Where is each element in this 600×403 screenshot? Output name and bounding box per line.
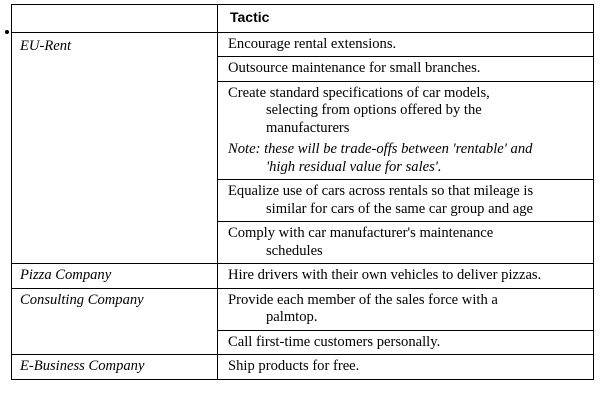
tactics-cell — [218, 264, 593, 288]
tactic-column-header: Tactic — [230, 9, 270, 25]
tactic-item — [218, 179, 593, 221]
group-label: Pizza Company — [12, 264, 218, 288]
bullet-marker — [5, 30, 9, 34]
group-label: EU-Rent — [12, 33, 218, 264]
tactic-text-line: manufacturers — [266, 119, 350, 136]
tactic-text-line: Equalize use of cars across rentals so that mileage is — [228, 183, 534, 199]
tactic-item — [218, 289, 593, 330]
tactic-text-line: schedules — [266, 242, 323, 259]
group-label: Consulting Company — [12, 289, 218, 355]
tactic-item — [218, 81, 593, 180]
tactic-text-line: Comply with car manufacturer's maintenance — [228, 225, 494, 241]
group-label: E-Business Company — [12, 355, 218, 379]
tactic-note-line: Note: these will be trade-offs between 'rentable' and — [228, 141, 533, 157]
tactic-item: Outsource maintenance for small branches. — [218, 56, 593, 81]
tactic-text-line: Provide each member of the sales force with a — [228, 291, 498, 308]
tactic-item: Ship products for free. — [228, 358, 360, 374]
tactic-text-line: Create standard specifications of car models, — [228, 84, 490, 101]
tactic-text-line: palmtop. — [266, 309, 318, 325]
tactics-table — [11, 4, 594, 380]
tactic-item: Call first-time customers personally. — [218, 330, 593, 355]
tactic-item: Hire drivers with their own vehicles to deliver pizzas. — [228, 267, 542, 283]
tactics-cell — [218, 355, 593, 379]
header-empty-cell — [12, 5, 218, 32]
group-row-eu-rent — [12, 32, 593, 264]
tactic-text-line: selecting from options offered by the — [266, 102, 482, 118]
group-row-pizza-company — [12, 263, 593, 288]
table-header-row — [12, 5, 593, 32]
tactics-cell — [218, 289, 593, 355]
tactic-note-line: 'high residual value for sales'. — [266, 158, 442, 175]
tactic-item: Encourage rental extensions. — [228, 35, 397, 52]
tactics-cell — [218, 33, 593, 264]
group-row-e-business-company — [12, 354, 593, 379]
tactic-item — [218, 221, 593, 263]
tactic-text-line: similar for cars of the same car group and age — [266, 200, 534, 217]
group-row-consulting-company — [12, 288, 593, 355]
